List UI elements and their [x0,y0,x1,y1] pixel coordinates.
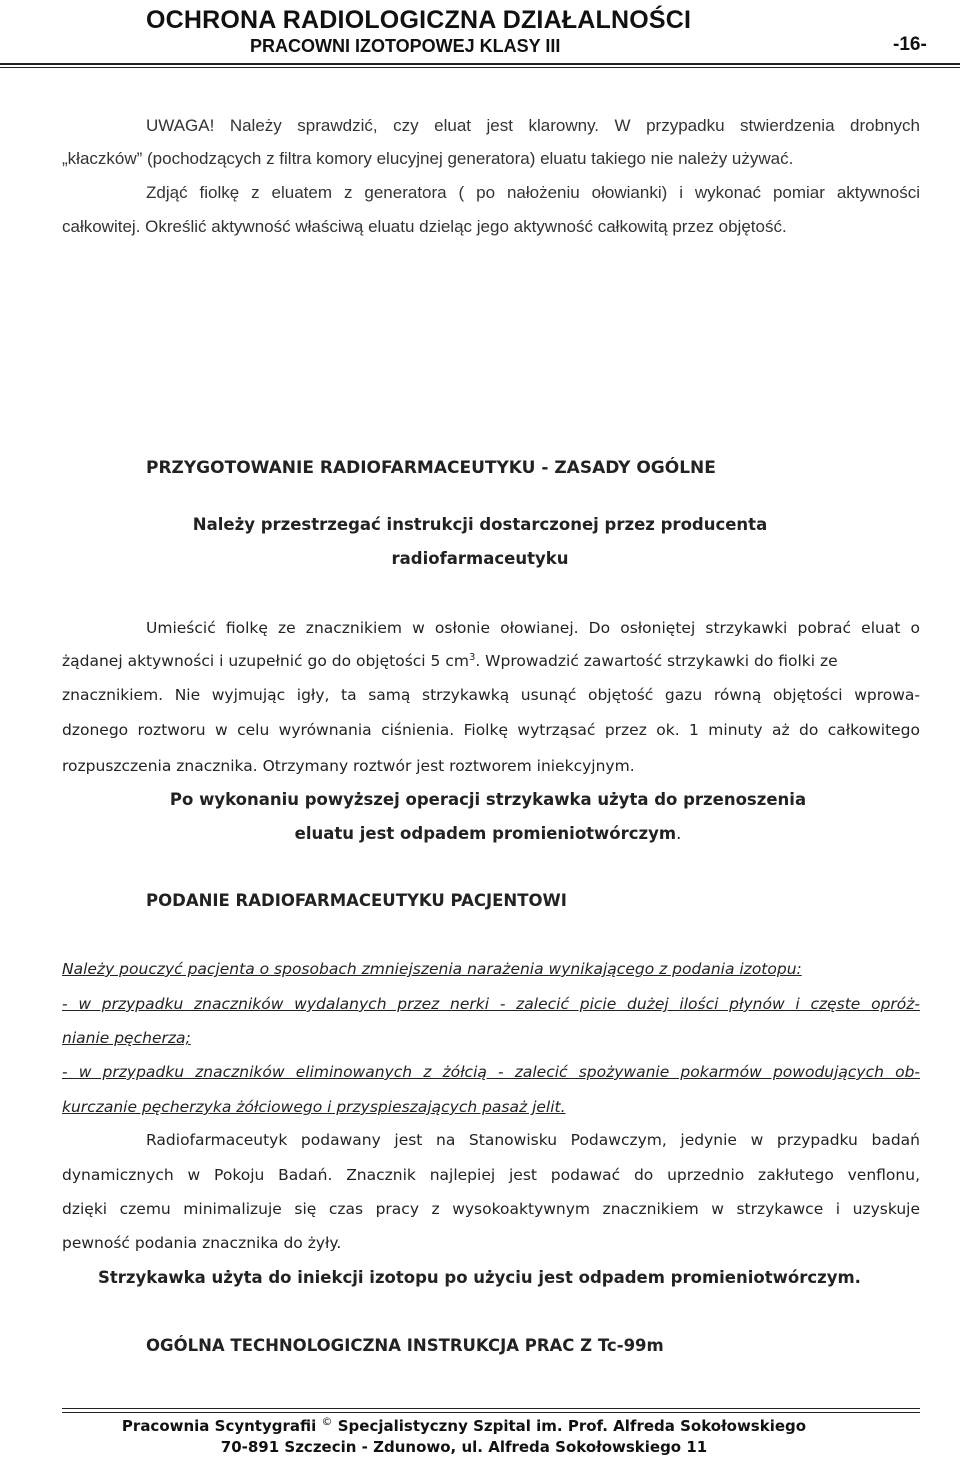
text-line: całkowitej. Określić aktywność właściwą eluatu dzieląc jego aktywność całkowitą przez objętość. [62,217,787,236]
text-line: Umieścić fiolkę ze znacznikiem w osłonie ołowianej. Do osłoniętej strzykawki pobrać eluat o [146,619,920,637]
text-line: dzonego roztworu w celu wyrównania ciśnienia. Fiolkę wytrząsać przez ok. 1 minuty aż do całkowitego [62,721,920,739]
section-heading: OGÓLNA TECHNOLOGICZNA INSTRUKCJA PRAC Z Tc-99m [146,1336,664,1355]
footer-text: Specjalistyczny Szpital im. Prof. Alfreda Sokołowskiego [337,1417,807,1435]
header-subtitle: PRACOWNI IZOTOPOWEJ KLASY III [250,36,561,56]
header-rule [0,63,960,65]
text-line: UWAGA! Należy sprawdzić, czy eluat jest klarowny. W przypadku stwierdzenia drobnych [146,116,920,135]
italic-line: kurczanie pęcherzyka żółciowego i przyspieszających pasaż jelit. [62,1098,566,1116]
text-line: dzięki czemu minimalizuje się czas pracy z wysokoaktywnym znacznikiem w strzykawce i uzyskuje [62,1200,920,1218]
section-heading: PODANIE RADIOFARMACEUTYKU PACJENTOWI [146,891,567,910]
period: . [676,824,682,843]
page-header [0,0,960,64]
text-line [62,652,838,670]
text-line: Zdjąć fiolkę z eluatem z generatora ( po nałożeniu ołowianki) i wykonać pomiar aktywności [146,183,920,202]
instruction-note-line: radiofarmaceutyku [391,549,569,568]
page-number: -16- [893,34,927,55]
text-line: „kłaczków” (pochodzących z filtra komory elucyjnej generatora) eluatu takiego nie należy używać. [62,149,794,168]
footer-rule [62,1408,920,1409]
copyright-mark: © [321,1415,333,1428]
text-line: pewność podania znacznika do żyły. [62,1234,342,1252]
header-rule-thin [0,67,960,68]
italic-line: nianie pęcherza; [62,1029,191,1047]
footer-text: Pracownia Scyntygrafii [121,1417,317,1435]
text-line: znacznikiem. Nie wyjmując igły, ta samą strzykawką usunąć objętość gazu równą objętości wprowa- [62,686,920,704]
instruction-note-line: Należy przestrzegać instrukcji dostarczonej przez producenta [192,515,768,534]
superscript: 3 [468,651,476,663]
footer-rule-thin [62,1412,920,1413]
footer-line [0,1417,928,1435]
text-line: dynamicznych w Pokoju Badań. Znacznik najlepiej jest podawać do uprzednio zakłutego venflonu, [62,1166,920,1184]
footer-address: 70-891 Szczecin - Zdunowo, ul. Alfreda Sokołowskiego 11 [220,1438,708,1456]
italic-line: - w przypadku znaczników wydalanych przez nerki - zalecić picie dużej ilości płynów i częste opróż- [62,995,920,1013]
text-span: . Wprowadzić zawartość strzykawki do fiolki ze [475,652,838,670]
text-line: rozpuszczenia znacznika. Otrzymany roztwór jest roztworem iniekcyjnym. [62,757,635,775]
warning-line: Po wykonaniu powyższej operacji strzykawka użyta do przenoszenia [169,790,807,809]
warning-line [0,824,960,843]
italic-line: Należy pouczyć pacjenta o sposobach zmniejszenia narażenia wynikającego z podania izotopu: [62,960,802,978]
text-span: żądanej aktywności i uzupełnić go do objętości 5 cm [62,652,469,670]
text-line: Radiofarmaceutyk podawany jest na Stanowisku Podawczym, jedynie w przypadku badań [146,1131,920,1149]
header-title: OCHRONA RADIOLOGICZNA DZIAŁALNOŚCI [146,6,692,34]
warning-line: Strzykawka użyta do iniekcji izotopu po użyciu jest odpadem promieniotwórczym. [98,1268,861,1287]
italic-line: - w przypadku znaczników eliminowanych z żółcią - zalecić spożywanie pokarmów powodujących ob- [62,1063,920,1081]
section-heading: PRZYGOTOWANIE RADIOFARMACEUTYKU - ZASADY OGÓLNE [146,458,716,478]
warning-text: eluatu jest odpadem promieniotwórczym [294,824,677,843]
